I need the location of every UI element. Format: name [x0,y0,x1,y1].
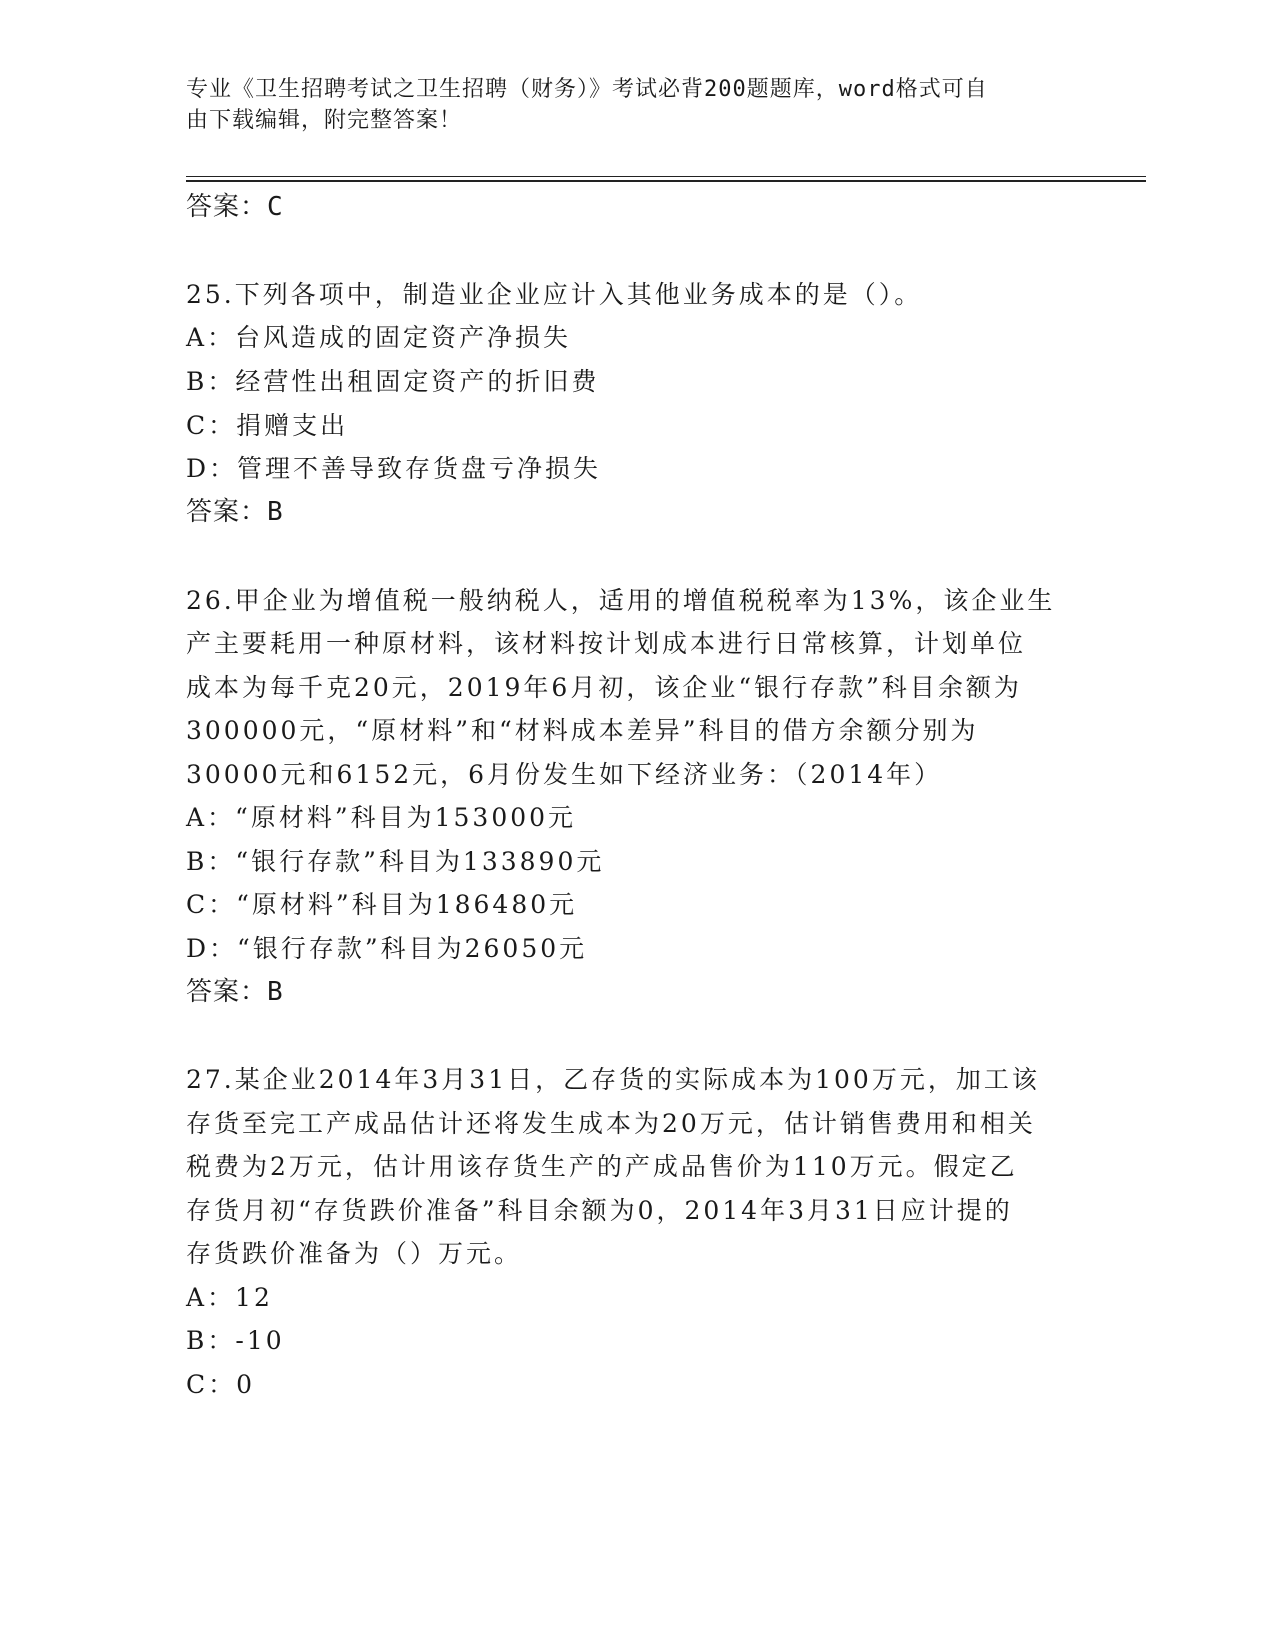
question-27-stem-line: 存货跌价准备为（）万元。 [186,1239,523,1268]
question-27-option-a: A：12 [186,1283,273,1312]
question-26-stem-line: 26.甲企业为增值税一般纳税人，适用的增值税税率为13%，该企业生 [186,586,1056,615]
question-25-option-b: B：经营性出租固定资产的折旧费 [186,367,600,396]
question-25-option-a: A：台风造成的固定资产净损失 [186,323,572,352]
question-26-answer: 答案：B [186,977,284,1007]
question-26-stem-line: 产主要耗用一种原材料，该材料按计划成本进行日常核算，计划单位 [186,629,1027,658]
question-27-stem-line: 税费为2万元，估计用该存货生产的产成品售价为110万元。假定乙 [186,1152,1018,1181]
question-26-option-b: B：“银行存款”科目为133890元 [186,847,605,876]
question-27-stem-line: 存货月初“存货跌价准备”科目余额为0，2014年3月31日应计提的 [186,1196,1013,1225]
question-26-stem-line: 成本为每千克20元，2019年6月初，该企业“银行存款”科目余额为 [186,673,1022,702]
header-divider-thin [186,176,1146,177]
question-27-option-b: B：-10 [186,1326,285,1355]
question-25-option-c: C：捐赠支出 [186,411,349,440]
question-26-stem-line: 300000元，“原材料”和“材料成本差异”科目的借方余额分别为 [186,716,979,745]
question-26-stem-line: 30000元和6152元，6月份发生如下经济业务：（2014年） [186,760,943,789]
question-27-option-c: C：0 [186,1370,256,1399]
question-25-option-d: D：管理不善导致存货盘亏净损失 [186,454,602,483]
document-header [186,74,1066,136]
question-27-stem-line: 存货至完工产成品估计还将发生成本为20万元，估计销售费用和相关 [186,1109,1036,1138]
answer-previous: 答案：C [186,192,284,222]
header-line-1: 专业《卫生招聘考试之卫生招聘（财务）》考试必背200题题库，word格式可自 [186,77,988,102]
question-25-answer: 答案：B [186,497,284,527]
question-25-stem: 25.下列各项中，制造业企业应计入其他业务成本的是（）。 [186,280,923,309]
header-line-2: 由下载编辑，附完整答案！ [186,108,463,133]
question-27-stem-line: 27.某企业2014年3月31日，乙存货的实际成本为100万元，加工该 [186,1065,1040,1094]
question-26-option-a: A：“原材料”科目为153000元 [186,803,577,832]
header-divider-thick [186,180,1146,182]
question-26-option-d: D：“银行存款”科目为26050元 [186,934,588,963]
question-26-option-c: C：“原材料”科目为186480元 [186,890,578,919]
